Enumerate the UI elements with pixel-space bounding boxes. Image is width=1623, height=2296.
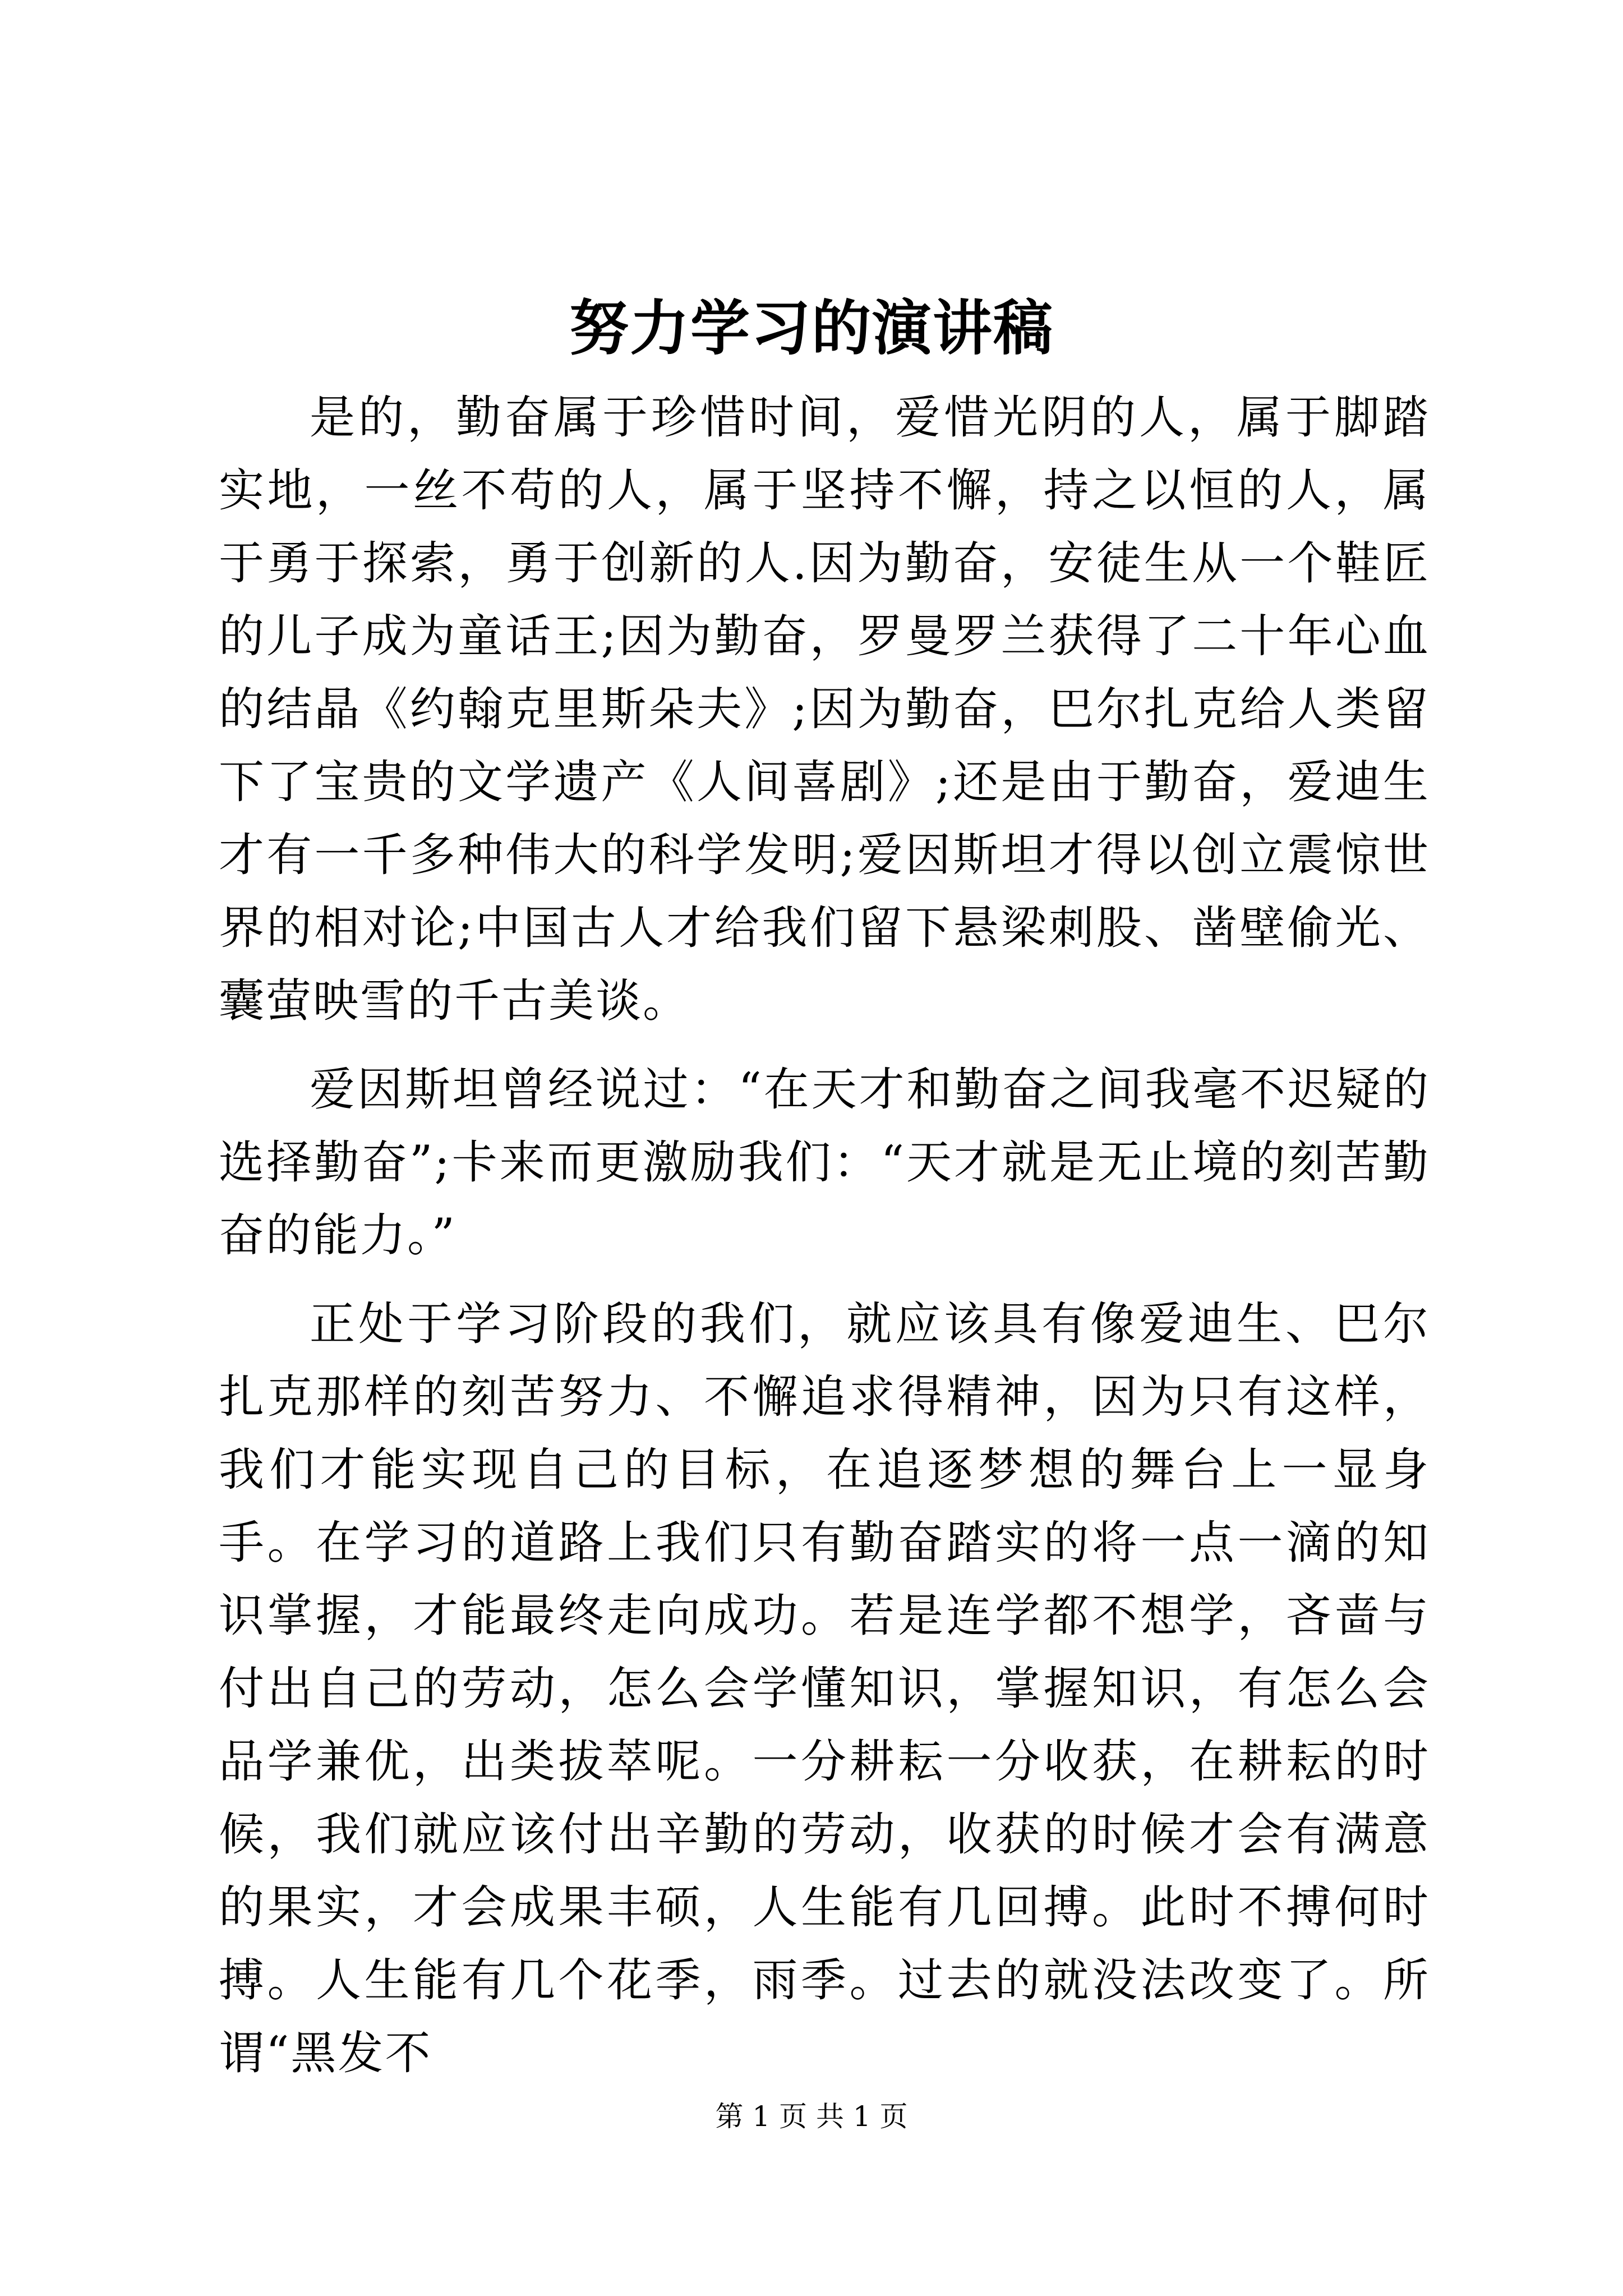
document-body [219, 381, 1430, 2109]
page-footer: 第 1 页 共 1 页 [715, 2100, 908, 2133]
document-title: 努力学习的演讲稿 [569, 293, 1054, 363]
paragraph: 是的，勤奋属于珍惜时间，爱惜光阴的人，属于脚踏实地，一丝不苟的人，属于坚持不懈，持之以恒的人，属于勇于探索，勇于创新的人.因为勤奋，安徒生从一个鞋匠的儿子成为童话王;因为勤奋，罗曼罗兰获得了二十年心血的结晶《约翰克里斯朵夫》;因为勤奋，巴尔扎克给人类留下了宝贵的文学遗产《人间喜剧》;还是由于勤奋，爱迪生才有一千多种伟大的科学发明;爱因斯坦才得以创立震惊世界的相对论;中国古人才给我们留下悬梁刺股、凿壁偷光、囊萤映雪的千古美谈。 [219, 392, 1430, 1028]
paragraph: 正处于学习阶段的我们，就应该具有像爱迪生、巴尔扎克那样的刻苦努力、不懈追求得精神，因为只有这样，我们才能实现自己的目标，在追逐梦想的舞台上一显身手。在学习的道路上我们只有勤奋踏实的将一点一滴的知识掌握，才能最终走向成功。若是连学都不想学，吝啬与付出自己的劳动，怎么会学懂知识，掌握知识，有怎么会品学兼优，出类拔萃呢。一分耕耘一分收获，在耕耘的时候，我们就应该付出辛勤的劳动，收获的时候才会有满意的果实，才会成果丰硕，人生能有几回搏。此时不搏何时搏。人生能有几个花季，雨季。过去的就没法改变了。所谓“黑发不 [219, 1298, 1430, 2080]
paragraph: 爱因斯坦曾经说过：“在天才和勤奋之间我毫不迟疑的选择勤奋”;卡来而更激励我们：“天才就是无止境的刻苦勤奋的能力。” [219, 1064, 1430, 1262]
